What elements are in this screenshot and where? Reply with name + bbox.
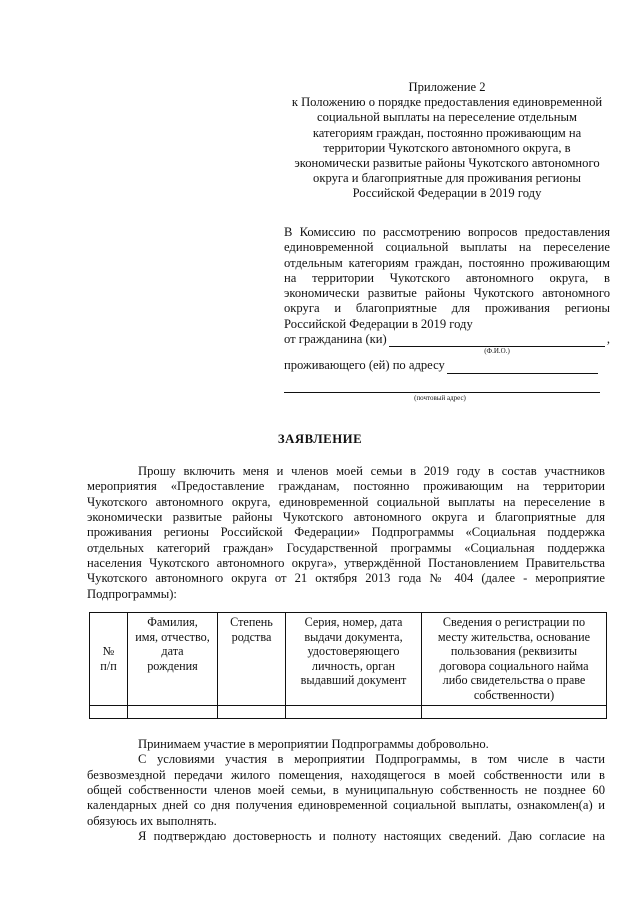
addressee-line: единовременной социальной выплаты на переселение [284, 240, 610, 255]
table-header-row [90, 613, 607, 706]
header-cell-number [90, 613, 128, 706]
table-cell-empty[interactable] [90, 705, 128, 718]
residing-label: проживающего (ей) по адресу [284, 358, 445, 373]
header-text: № [102, 644, 115, 659]
confirm-line: Я подтверждаю достоверность и полноту настоящих сведений. Даю согласие на [138, 829, 605, 844]
appendix-line: категориям граждан, постоянно проживающим на [312, 125, 582, 140]
intro-line: Чукотского автономного округа, единовременной социальной выплаты на переселение в [87, 494, 605, 509]
fio-caption: (Ф.И.О.) [484, 347, 510, 356]
fio-input-line[interactable] [389, 334, 605, 347]
header-text: личность, орган [311, 658, 396, 673]
header-text: либо свидетельства о праве [442, 673, 586, 688]
header-text: Сведения о регистрации по [442, 615, 586, 629]
header-text: Серия, номер, дата [304, 615, 403, 629]
header-text: п/п [100, 658, 117, 673]
addressee-line: на территории Чукотского автономного округа, в [284, 270, 610, 285]
appendix-line: социальной выплаты на переселение отдельным [317, 110, 577, 125]
address-caption: (почтовый адрес) [414, 393, 466, 402]
table-cell-empty[interactable] [128, 705, 218, 718]
bottom-paragraphs [87, 737, 605, 844]
conditions-line: календарных дней со дня получения единовременной социальной выплаты, ознакомлен(а) и [87, 798, 605, 813]
fio-field-row [284, 332, 610, 347]
table-cell-empty[interactable] [422, 705, 607, 718]
header-text: пользования (реквизиты [450, 644, 578, 659]
document-title: ЗАЯВЛЕНИЕ [277, 432, 363, 446]
intro-line: Прошу включить меня и членов моей семьи в 2019 году в состав участников [138, 464, 605, 478]
appendix-line: экономически развитые районы Чукотского автономного [294, 156, 600, 171]
table-row [90, 705, 607, 718]
address-input-line[interactable] [447, 361, 598, 374]
addressee-line: Российской Федерации в 2019 году [284, 316, 473, 331]
header-cell-name [128, 613, 218, 706]
intro-line: отдельных категорий граждан» Государственной программы «Социальная поддержка [87, 540, 605, 555]
intro-line: мероприятия «Предоставление гражданам, постоянно проживающим на территории [87, 479, 605, 494]
address-second-row [284, 378, 610, 393]
table-cell-empty[interactable] [286, 705, 422, 718]
conditions-line: обязуюсь их выполнять. [87, 813, 217, 828]
header-text: договора социального найма [439, 658, 589, 673]
intro-line: проживания регионы Российской Федерации» Подпрограммы «Социальная поддержка [87, 525, 605, 540]
appendix-line: Приложение 2 [408, 80, 486, 94]
header-text: дата [161, 644, 184, 659]
header-cell-document [286, 613, 422, 706]
conditions-line: общей собственности членов моей семьи, в муниципальную собственность не позднее 60 [87, 783, 605, 798]
intro-line: Чукотского автономного округа от 21 октября 2013 года № 404 (далее - мероприятие [87, 571, 605, 586]
addressee-block [284, 225, 610, 402]
header-text: выдавший документ [300, 673, 407, 688]
appendix-line: к Положению о порядке предоставления единовременной [291, 95, 603, 110]
header-text: рождения [147, 658, 198, 673]
table-cell-empty[interactable] [218, 705, 286, 718]
address-input-line-2[interactable] [284, 380, 600, 393]
addressee-line: отдельным категориям граждан, постоянно проживающим [284, 255, 610, 270]
header-text: удостоверяющего [307, 644, 400, 659]
from-comma: , [606, 332, 610, 347]
intro-paragraph [87, 464, 605, 602]
intro-line: населения Чукотского автономного округа», утверждённой Постановлением Правительства [87, 556, 605, 571]
header-text: собственности) [473, 687, 555, 702]
header-cell-relation [218, 613, 286, 706]
conditions-line: С условиями участия в мероприятии Подпрограммы, в том числе в части [138, 752, 605, 767]
header-cell-registration [422, 613, 607, 706]
accept-line: Принимаем участие в мероприятии Подпрограммы добровольно. [138, 737, 489, 751]
appendix-line: округа и благоприятные для проживания регионы [313, 171, 581, 186]
addressee-line: экономически развитые районы Чукотского автономного [284, 286, 610, 301]
header-text: Фамилия, [147, 615, 198, 629]
header-text: Степень [230, 615, 273, 629]
header-text: родства [231, 629, 272, 644]
addressee-line: округа и благоприятные для проживания регионы [284, 301, 610, 316]
intro-line: Подпрограммы): [87, 586, 177, 601]
appendix-line: Российской Федерации в 2019 году [352, 186, 542, 201]
family-members-table [89, 612, 607, 719]
header-text: имя, отчество, [135, 629, 210, 644]
addressee-line: В Комиссию по рассмотрению вопросов предоставления [284, 225, 610, 239]
intro-line: экономически развитые районы Чукотского автономного округа и благоприятные для [87, 510, 605, 525]
appendix-header [282, 80, 612, 202]
from-citizen-label: от гражданина (ки) [284, 332, 387, 347]
appendix-line: территории Чукотского автономного округа, в [323, 140, 571, 155]
header-text: месту жительства, основание [437, 629, 591, 644]
conditions-line: безвозмездной передачи жилого помещения, находящегося в моей собственности или в [87, 767, 605, 782]
address-field-row [284, 358, 610, 373]
header-text: выдачи документа, [304, 629, 403, 644]
